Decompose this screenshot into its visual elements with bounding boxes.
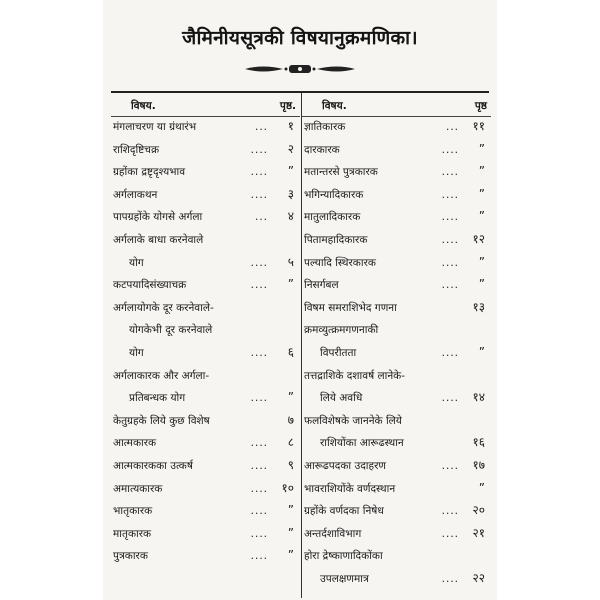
toc-entry xyxy=(111,162,300,185)
right-column xyxy=(302,94,491,591)
toc-entry xyxy=(111,433,300,456)
entry-page-number: ” xyxy=(478,480,485,495)
left-entries xyxy=(111,117,300,569)
toc-entry xyxy=(302,253,491,276)
entry-leader-dots: .... xyxy=(250,279,268,292)
entry-subject: होरा द्रेष्काणादिकोंका xyxy=(304,550,383,563)
entry-subject: केतुग्रहके लिये कुछ विशेष xyxy=(113,414,210,427)
toc-entry xyxy=(302,343,491,366)
entry-subject: अर्गलायोगके दूर करनेवाले- xyxy=(113,301,214,314)
entry-subject: उपलक्षणमात्र xyxy=(320,572,369,585)
entry-subject: विषम समराशिभेद गणना xyxy=(304,301,397,314)
entry-page-number: ९ xyxy=(287,457,294,472)
entry-subject: भातृकारक xyxy=(113,505,153,518)
book-page xyxy=(103,0,497,600)
toc-entry xyxy=(302,140,491,163)
entry-page-number: ” xyxy=(478,344,485,359)
entry-page-number: २२ xyxy=(472,570,485,585)
entry-subject: पापग्रहोंके योगसे अर्गला xyxy=(113,211,203,224)
toc-entry xyxy=(111,388,300,411)
entry-subject: आरूढपदका उदाहरण xyxy=(304,459,386,472)
entry-page-number: १२ xyxy=(472,231,485,246)
entry-leader-dots: .... xyxy=(441,346,459,359)
entry-page-number: ८ xyxy=(287,435,294,450)
entry-subject: फलविशेषके जाननेके लिये xyxy=(304,414,402,427)
entry-leader-dots: .... xyxy=(250,482,268,495)
entry-leader-dots: .... xyxy=(441,211,459,224)
toc-entry xyxy=(111,140,300,163)
entry-subject: निसर्गबल xyxy=(304,279,339,292)
entry-leader-dots: .... xyxy=(250,505,268,518)
entry-page-number: १७ xyxy=(472,457,485,472)
entry-subject: अन्तर्दशाविभाग xyxy=(304,527,362,540)
toc-entry xyxy=(302,117,491,140)
toc-entry xyxy=(111,253,300,276)
toc-entry xyxy=(111,501,300,524)
entry-leader-dots: .... xyxy=(250,188,268,201)
toc-entry xyxy=(111,343,300,366)
page-title: जैमिनीयसूत्रकी विषयानुक्रमणिका। xyxy=(182,27,418,49)
entry-subject: विपरीतता xyxy=(320,346,357,359)
subject-header: विषय. xyxy=(131,100,156,112)
entry-page-number: १३ xyxy=(472,299,485,314)
entry-page-number: १६ xyxy=(472,435,485,450)
entry-subject: योग xyxy=(129,346,144,359)
toc-entry xyxy=(302,479,491,502)
entry-page-number: ५ xyxy=(287,254,294,269)
toc-entry xyxy=(111,230,300,253)
entry-leader-dots: ... xyxy=(445,121,459,133)
toc-entry xyxy=(302,320,491,343)
entry-page-number: ७ xyxy=(287,412,294,427)
entry-leader-dots: .... xyxy=(441,505,459,518)
toc-entry xyxy=(111,479,300,502)
entry-subject: भावराशियोंके वर्णदस्थान xyxy=(304,482,396,495)
toc-entry xyxy=(302,388,491,411)
toc-entry xyxy=(111,207,300,230)
entry-page-number: ४ xyxy=(287,209,294,224)
entry-subject: कटपयादिसंख्याचक्र xyxy=(113,279,187,292)
toc-entry xyxy=(302,411,491,434)
toc-entry xyxy=(111,546,300,569)
entry-page-number: ” xyxy=(478,141,485,156)
entry-subject: योगकेभी दूर करनेवाले xyxy=(129,324,213,337)
entry-page-number: ” xyxy=(478,277,485,292)
entry-page-number: ” xyxy=(478,186,485,201)
entry-leader-dots: .... xyxy=(250,459,268,472)
entry-subject: अर्गलाके बाधा करनेवाले xyxy=(113,233,204,246)
entry-leader-dots: .... xyxy=(250,256,268,269)
toc-entry xyxy=(302,524,491,547)
entry-subject: भगिन्यादिकारक xyxy=(304,188,364,201)
toc-entry xyxy=(111,320,300,343)
toc-entry xyxy=(111,456,300,479)
entry-page-number: १४ xyxy=(472,390,485,405)
entry-subject: प्रतिबन्धक योग xyxy=(129,392,186,405)
entry-subject: मातृकारक xyxy=(113,527,152,540)
entry-page-number: १ xyxy=(287,119,294,133)
entry-subject: पितामहादिकारक xyxy=(304,233,368,246)
entry-leader-dots: .... xyxy=(441,188,459,201)
toc-entry xyxy=(111,524,300,547)
toc-entry xyxy=(111,185,300,208)
entry-subject: पल्यादि स्थिरकारक xyxy=(304,256,376,269)
entry-page-number: ” xyxy=(287,548,294,563)
entry-subject: मतान्तरसे पुत्रकारक xyxy=(304,166,378,179)
entry-leader-dots: .... xyxy=(250,392,268,405)
decorative-ornament-icon xyxy=(243,63,357,75)
entry-subject: आत्मकारक xyxy=(113,437,157,450)
entry-subject: राशिदृष्टिचक्र xyxy=(113,143,160,156)
entry-subject: योग xyxy=(129,256,144,269)
right-entries xyxy=(302,117,491,591)
toc-entry xyxy=(111,411,300,434)
entry-subject: मातुलादिकारक xyxy=(304,211,361,224)
entry-subject: तत्तद्राशिके दशावर्ष लानेके- xyxy=(304,369,405,382)
entry-subject: ग्रहोंके वर्णदका निषेध xyxy=(304,505,384,518)
top-rule xyxy=(111,91,489,93)
page-header: पृष्ठ xyxy=(474,100,487,112)
entry-leader-dots: .... xyxy=(441,459,459,472)
entry-page-number: ६ xyxy=(287,344,294,359)
entry-leader-dots: .... xyxy=(250,550,268,563)
entry-leader-dots: .... xyxy=(441,256,459,269)
toc-entry xyxy=(302,546,491,569)
toc-entry xyxy=(302,456,491,479)
page-header: पृष्ठ. xyxy=(279,100,296,112)
entry-subject: ग्रहोंका द्रष्टृदृश्यभाव xyxy=(113,166,186,179)
entry-subject: ज्ञातिकारक xyxy=(304,121,346,133)
entry-page-number: २१ xyxy=(472,525,485,540)
entry-leader-dots: ... xyxy=(254,121,268,133)
entry-leader-dots: .... xyxy=(250,437,268,450)
entry-subject: दारकारक xyxy=(304,143,340,156)
subject-header: विषय. xyxy=(322,100,347,112)
entry-page-number: २ xyxy=(287,141,294,156)
entry-page-number: ” xyxy=(287,503,294,518)
entry-subject: राशियोंका आरूढस्थान xyxy=(320,437,404,450)
entry-subject: आत्मकारकका उत्कर्ष xyxy=(113,459,193,472)
column-header xyxy=(302,94,491,117)
toc-entry xyxy=(111,366,300,389)
entry-leader-dots: .... xyxy=(441,233,459,246)
toc-entry xyxy=(302,162,491,185)
entry-leader-dots: .... xyxy=(441,392,459,405)
column-header xyxy=(111,94,300,117)
entry-page-number: १० xyxy=(281,480,294,495)
entry-leader-dots: .... xyxy=(441,572,459,585)
toc-entry xyxy=(111,117,300,140)
entry-leader-dots: .... xyxy=(441,279,459,292)
entry-subject: अमात्यकारक xyxy=(113,482,163,495)
entry-leader-dots: ... xyxy=(254,211,268,224)
toc-entry xyxy=(111,275,300,298)
entry-subject: पुत्रकारक xyxy=(113,550,148,563)
toc-entry xyxy=(302,207,491,230)
toc-entry xyxy=(302,275,491,298)
entry-subject: क्रमव्युत्क्रमगणनाकी xyxy=(304,324,379,337)
entry-leader-dots: .... xyxy=(441,143,459,156)
toc-entry xyxy=(302,433,491,456)
entry-subject: लिये अवधि xyxy=(320,392,363,405)
toc-entry xyxy=(302,569,491,592)
entry-page-number: ” xyxy=(478,254,485,269)
entry-page-number: ” xyxy=(287,277,294,292)
entry-leader-dots: .... xyxy=(250,527,268,540)
toc-entry xyxy=(302,298,491,321)
entry-page-number: ” xyxy=(478,164,485,179)
toc-entry xyxy=(111,298,300,321)
entry-page-number: ३ xyxy=(287,186,294,201)
entry-leader-dots: .... xyxy=(250,346,268,359)
toc-entry xyxy=(302,366,491,389)
entry-page-number: ” xyxy=(287,164,294,179)
entry-subject: अर्गलाकथन xyxy=(113,188,158,201)
entry-page-number: ११ xyxy=(472,119,485,133)
entry-page-number: ” xyxy=(287,525,294,540)
toc-entry xyxy=(302,230,491,253)
entry-leader-dots: .... xyxy=(250,166,268,179)
toc-entry xyxy=(302,501,491,524)
entry-subject: अर्गलाकारक और अर्गला- xyxy=(113,369,210,382)
entry-leader-dots: .... xyxy=(250,143,268,156)
entry-leader-dots: .... xyxy=(441,527,459,540)
toc-entry xyxy=(302,185,491,208)
entry-page-number: ” xyxy=(287,390,294,405)
left-column xyxy=(111,94,300,569)
entry-page-number: ” xyxy=(478,209,485,224)
entry-page-number: २० xyxy=(472,503,485,518)
entry-leader-dots: .... xyxy=(441,166,459,179)
entry-subject: मंगलाचरण या ग्रंथारंभ xyxy=(113,121,197,133)
